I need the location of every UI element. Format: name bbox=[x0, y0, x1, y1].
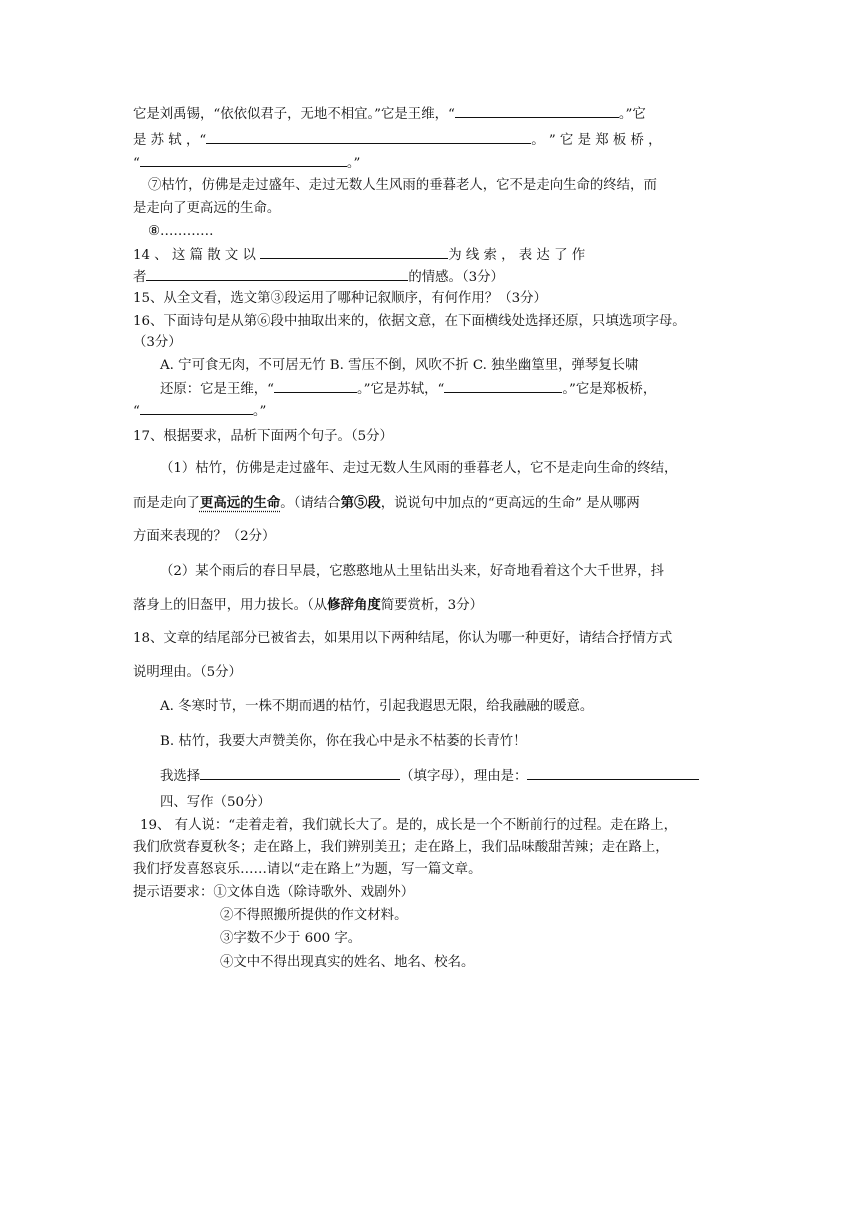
question-16-score: （3分） bbox=[133, 335, 182, 350]
text: “ bbox=[133, 156, 140, 171]
question-17-sentence-2: （2）某个雨后的春日早晨，它憨憨地从土里钻出头来，好奇地看着这个大千世界，抖 bbox=[160, 564, 664, 579]
answer-blank[interactable] bbox=[206, 128, 531, 144]
question-14 bbox=[133, 243, 731, 267]
text: 。”它是郑板桥， bbox=[562, 382, 657, 397]
emphasis-bold: 修辞角度 bbox=[327, 597, 381, 613]
text-line bbox=[133, 128, 731, 152]
question-18-option-a: A. 冬寒时节，一株不期而遇的枯竹，引起我遐思无限，给我融融的暖意。 bbox=[160, 699, 594, 714]
answer-blank[interactable] bbox=[527, 764, 699, 780]
answer-blank[interactable] bbox=[140, 151, 347, 167]
text: “ bbox=[133, 404, 140, 419]
text: 我选择 bbox=[160, 769, 201, 784]
text: ，说说句中加点的“更高远的生命” 是从哪两 bbox=[380, 496, 640, 511]
text: 。”它是苏轼，“ bbox=[356, 382, 445, 397]
question-17-sentence-2-cont bbox=[133, 594, 731, 617]
tip-requirement: ③字数不少于 600 字。 bbox=[220, 931, 362, 946]
text: 是 苏 轼 ，“ bbox=[133, 133, 207, 148]
paragraph-8: ⑧………… bbox=[148, 224, 214, 239]
question-18: 18、文章的结尾部分已被省去，如果用以下两种结尾，你认为哪一种更好，请结合抒情方式 bbox=[133, 631, 673, 646]
text-line bbox=[133, 151, 731, 175]
tip-requirement: ④文中不得出现真实的姓名、地名、校名。 bbox=[220, 955, 475, 970]
emphasis-dotted: 更高远的生命 bbox=[199, 495, 281, 511]
text: 者 bbox=[133, 270, 147, 285]
text: 。” bbox=[252, 404, 267, 419]
answer-blank[interactable] bbox=[146, 265, 408, 281]
text: 。（请结合 bbox=[280, 496, 341, 511]
question-19: 19、 有人说：“走着走着，我们就长大了。是的，成长是一个不断前行的过程。走在路上， bbox=[140, 818, 677, 833]
question-16-restore bbox=[160, 377, 731, 401]
text: 简要赏析，3分） bbox=[380, 598, 483, 613]
question-17-sentence-1: （1）枯竹，仿佛是走过盛年、走过无数人生风雨的垂暮老人，它不是走向生命的终结， bbox=[160, 461, 678, 476]
question-16: 16、下面诗句是从第⑥段中抽取出来的，依据文意，在下面横线处选择还原，只填选项字母。 bbox=[133, 314, 686, 329]
text-line bbox=[133, 102, 731, 126]
text: 为 线 索 ， 表 达 了 作 bbox=[448, 248, 586, 263]
text: 14 、 这 篇 散 文 以 bbox=[133, 248, 256, 263]
text: 它是刘禹锡，“依依似君子，无地不相宜。”它是王维，“ bbox=[133, 107, 455, 122]
question-16-options: A. 宁可食无肉，不可居无竹 B. 雪压不倒，风吹不折 C. 独坐幽篁里，弹琴复长啸 bbox=[160, 358, 639, 373]
question-18-answer bbox=[160, 764, 731, 788]
answer-blank[interactable] bbox=[444, 377, 562, 393]
question-16-restore-cont bbox=[133, 399, 731, 423]
tip-requirement: ②不得照搬所提供的作文材料。 bbox=[220, 908, 408, 923]
tip-requirement: 提示语要求：①文体自选（除诗歌外、戏剧外） bbox=[133, 885, 415, 900]
question-17-sentence-1-score: 方面来表现的？（2分） bbox=[133, 529, 276, 544]
text: 。 ” 它 是 郑 板 桥 ， bbox=[531, 133, 662, 148]
question-19-cont: 我们欣赏春夏秋冬；走在路上，我们辨别美丑；走在路上，我们品味酸甜苦辣；走在路上， bbox=[133, 840, 669, 855]
answer-blank[interactable] bbox=[455, 102, 619, 118]
text: 还原：它是王维，“ bbox=[160, 382, 274, 397]
text: 的情感。（3分） bbox=[408, 270, 504, 285]
answer-blank[interactable] bbox=[200, 764, 400, 780]
question-19-cont: 我们抒发喜怒哀乐……请以“走在路上”为题，写一篇文章。 bbox=[133, 862, 482, 877]
text: 。”它 bbox=[618, 107, 646, 122]
section-4-heading: 四、写作（50分） bbox=[160, 795, 271, 810]
text: 而是走向了 bbox=[133, 496, 200, 511]
question-17: 17、根据要求，品析下面两个句子。（5分） bbox=[133, 429, 393, 444]
text: （填字母），理由是： bbox=[400, 769, 528, 784]
question-18-cont: 说明理由。（5分） bbox=[133, 665, 242, 680]
question-17-sentence-1-cont bbox=[133, 492, 731, 515]
paragraph-7: ⑦枯竹，仿佛是走过盛年、走过无数人生风雨的垂暮老人，它不是走向生命的终结，而 bbox=[148, 178, 657, 193]
text: 落身上的旧盔甲，用力拔长。（从 bbox=[133, 598, 328, 613]
answer-blank[interactable] bbox=[140, 399, 253, 415]
question-15: 15、从全文看，选文第③段运用了哪种记叙顺序，有何作用？（3分） bbox=[133, 291, 547, 306]
emphasis-bold: 第⑤段 bbox=[340, 495, 381, 511]
question-14-cont bbox=[133, 265, 731, 289]
paragraph-7-cont: 是走向了更高远的生命。 bbox=[133, 201, 281, 216]
question-18-option-b: B. 枯竹，我要大声赞美你，你在我心中是永不枯萎的长青竹！ bbox=[160, 734, 527, 749]
text: 。” bbox=[346, 156, 361, 171]
answer-blank[interactable] bbox=[274, 377, 357, 393]
answer-blank[interactable] bbox=[260, 243, 448, 259]
